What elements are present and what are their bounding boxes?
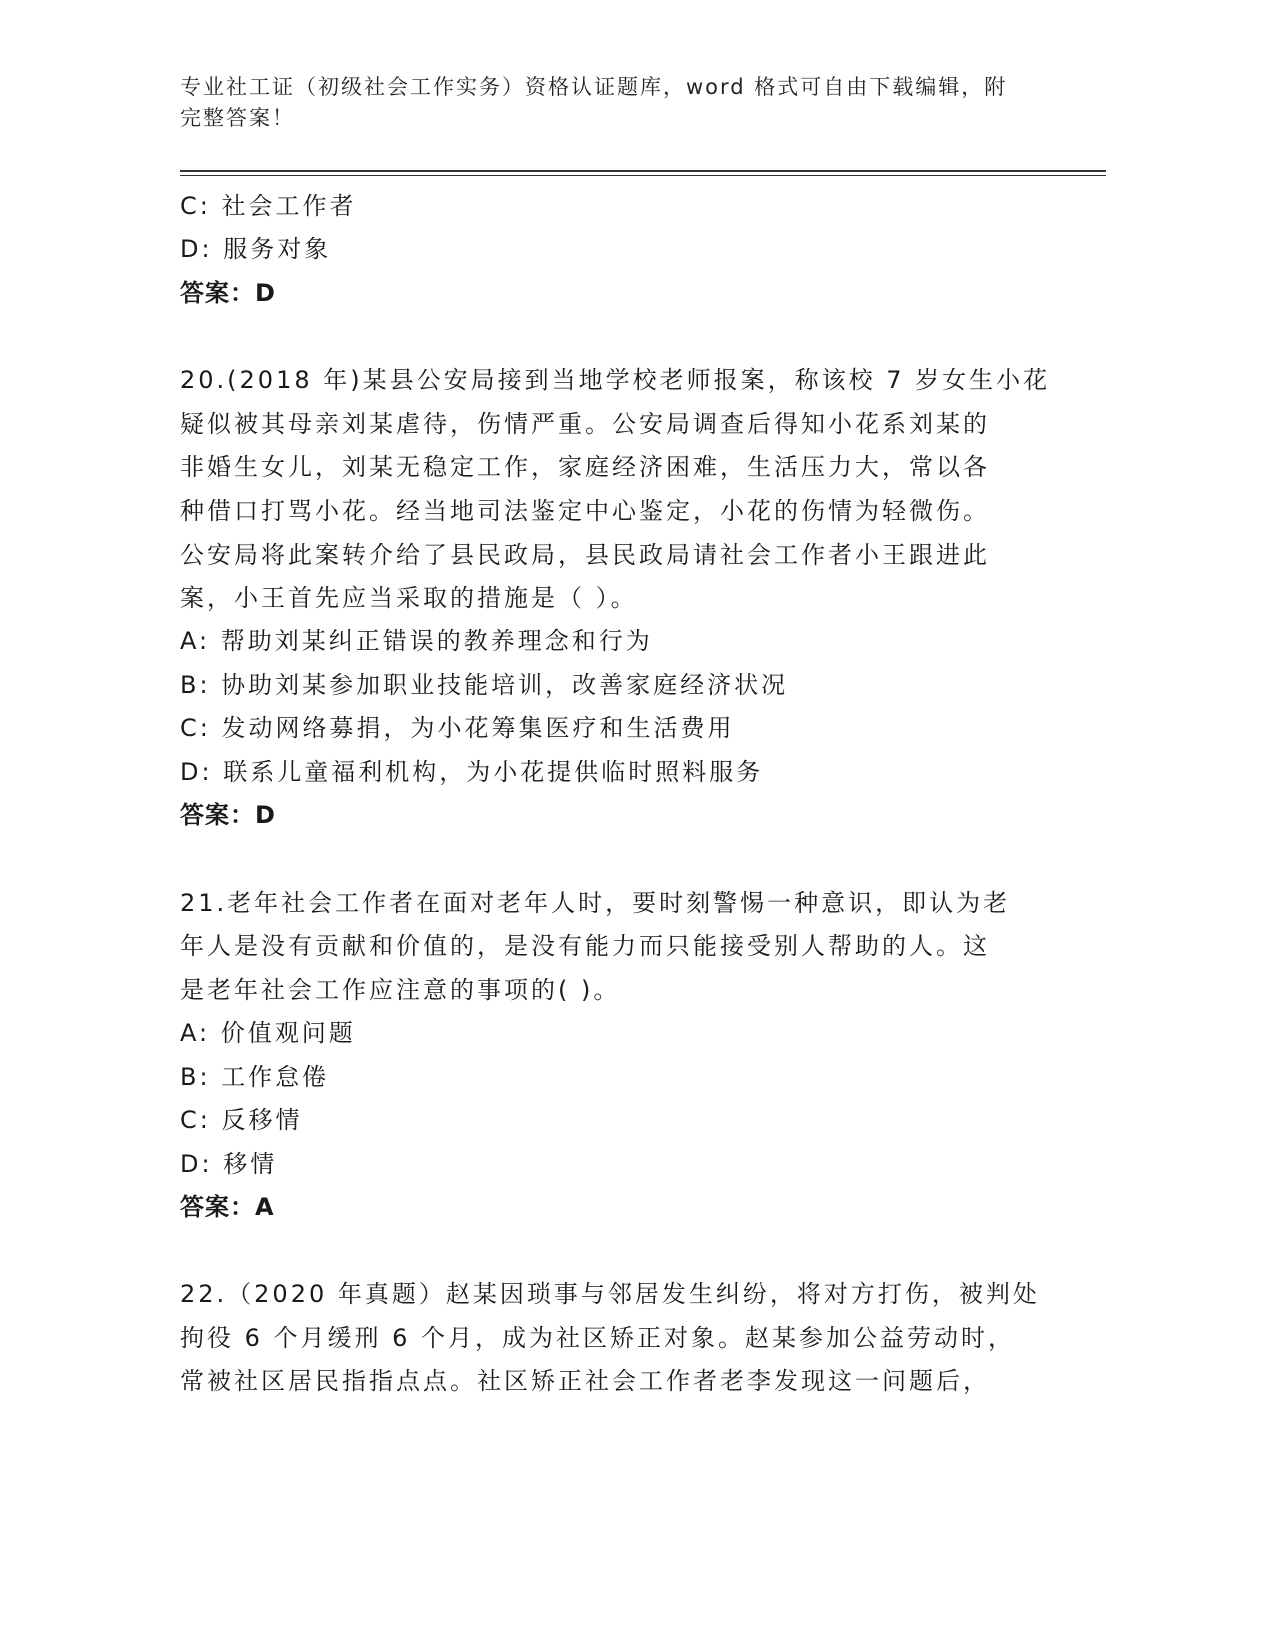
q21-option-b: B: 工作怠倦 (180, 1063, 330, 1091)
q19-option-c: C: 社会工作者 (180, 192, 357, 220)
q20-option-b: B: 协助刘某参加职业技能培训，改善家庭经济状况 (180, 671, 789, 699)
header-line-2: 完整答案！ (180, 106, 295, 130)
header-rule-thick (180, 170, 1106, 172)
header-line-1: 专业社工证（初级社会工作实务）资格认证题库，word 格式可自由下载编辑，附 (180, 75, 1008, 99)
q22-text-line: 常被社区居民指指点点。社区矫正社会工作者老李发现这一问题后， (180, 1367, 990, 1395)
q20-text-line: 疑似被其母亲刘某虐待，伤情严重。公安局调查后得知小花系刘某的 (180, 410, 990, 438)
q21-option-c: C: 反移情 (180, 1106, 303, 1134)
q19-answer: 答案：D (180, 279, 276, 307)
q20-text-line: 公安局将此案转介给了县民政局，县民政局请社会工作者小王跟进此 (180, 541, 990, 569)
q21-answer: 答案：A (180, 1193, 275, 1221)
q20-option-c: C: 发动网络募捐，为小花筹集医疗和生活费用 (180, 714, 735, 742)
q20-option-a: A: 帮助刘某纠正错误的教养理念和行为 (180, 627, 653, 655)
q21-option-a: A: 价值观问题 (180, 1019, 356, 1047)
q21-text-line: 21.老年社会工作者在面对老年人时，要时刻警惕一种意识，即认为老 (180, 889, 1011, 917)
q20-text-line: 案，小王首先应当采取的措施是（ ）。 (180, 584, 638, 612)
header-rule-thin (180, 175, 1106, 176)
q20-option-d: D: 联系儿童福利机构，为小花提供临时照料服务 (180, 758, 764, 786)
q20-answer: 答案：D (180, 801, 276, 829)
q21-text-line: 是老年社会工作应注意的事项的( )。 (180, 976, 621, 1004)
document-header (180, 72, 1060, 134)
q19-option-d: D: 服务对象 (180, 235, 332, 263)
q21-text-line: 年人是没有贡献和价值的，是没有能力而只能接受别人帮助的人。这 (180, 932, 990, 960)
q22-text-line: 22.（2020 年真题）赵某因琐事与邻居发生纠纷，将对方打伤，被判处 (180, 1280, 1040, 1308)
q21-option-d: D: 移情 (180, 1150, 278, 1178)
q20-text-line: 种借口打骂小花。经当地司法鉴定中心鉴定，小花的伤情为轻微伤。 (180, 497, 990, 525)
q20-text-line: 非婚生女儿，刘某无稳定工作，家庭经济困难，生活压力大，常以各 (180, 453, 990, 481)
q20-text-line: 20.(2018 年)某县公安局接到当地学校老师报案，称该校 7 岁女生小花 (180, 366, 1051, 394)
q22-text-line: 拘役 6 个月缓刑 6 个月，成为社区矫正对象。赵某参加公益劳动时， (180, 1324, 1016, 1352)
